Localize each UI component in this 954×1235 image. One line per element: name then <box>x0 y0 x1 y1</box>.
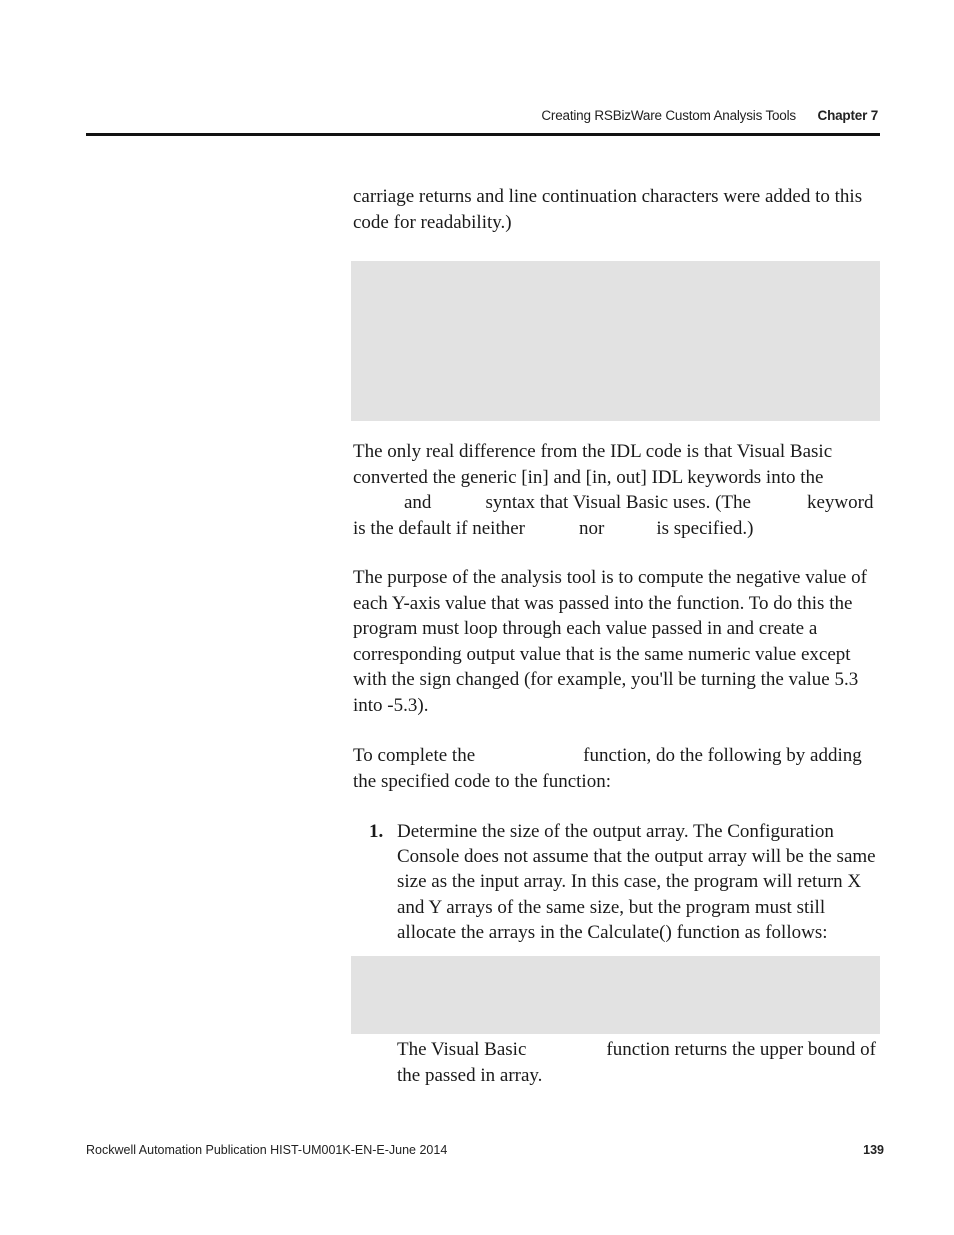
difference-line-3c: keyword <box>806 492 874 513</box>
step-1-text: Determine the size of the output array. The Configuration Console does not assume that the output array will be the same size as the input array. In this case, the program will return X and Y arrays of the same size, but the program must still allocate the arrays in the Calculate() function as follows: <box>397 821 876 943</box>
difference-line-2: converted the generic [in] and [in, out] IDL keywords into the <box>353 466 824 488</box>
running-header <box>541 108 878 123</box>
code-block-1 <box>351 261 880 421</box>
difference-line-4c: is specified.) <box>656 517 754 539</box>
code-block-2 <box>351 956 880 1034</box>
difference-line-4a: is the default if neither <box>353 517 525 539</box>
page-number: 139 <box>863 1143 884 1157</box>
header-rule <box>86 133 880 136</box>
difference-line-3a: and <box>404 492 432 513</box>
complete-part-1: To complete the <box>353 745 476 766</box>
difference-paragraph <box>353 439 880 541</box>
step-1-number: 1. <box>369 821 384 842</box>
difference-line-1: The only real difference from the IDL code is that Visual Basic <box>353 441 833 462</box>
note-part-1: The Visual Basic <box>397 1039 527 1060</box>
difference-line-3b: syntax that Visual Basic uses. (The <box>485 492 751 513</box>
section-title: Creating RSBizWare Custom Analysis Tools <box>541 108 796 123</box>
intro-paragraph: carriage returns and line continuation characters were added to this code for readability.) <box>353 186 863 233</box>
chapter-label: Chapter 7 <box>817 108 878 123</box>
note-part-2: function returns the upper bound of the passed in array. <box>397 1039 877 1086</box>
complete-paragraph <box>353 743 880 794</box>
purpose-paragraph: The purpose of the analysis tool is to compute the negative value of each Y-axis value that was passed into the function. To do this the program must loop through each value passed in and create a corresponding output value that is the same numeric value except with the sign changed (for example, you'll be turning the value 5.3 into -5.3). <box>353 567 867 716</box>
publication-footer: Rockwell Automation Publication HIST-UM001K-EN-E-June 2014 <box>86 1143 448 1157</box>
complete-part-2: function, do the following by adding the specified code to the function: <box>353 745 862 792</box>
step-1-note <box>397 1037 877 1089</box>
difference-line-4b: nor <box>579 517 605 539</box>
